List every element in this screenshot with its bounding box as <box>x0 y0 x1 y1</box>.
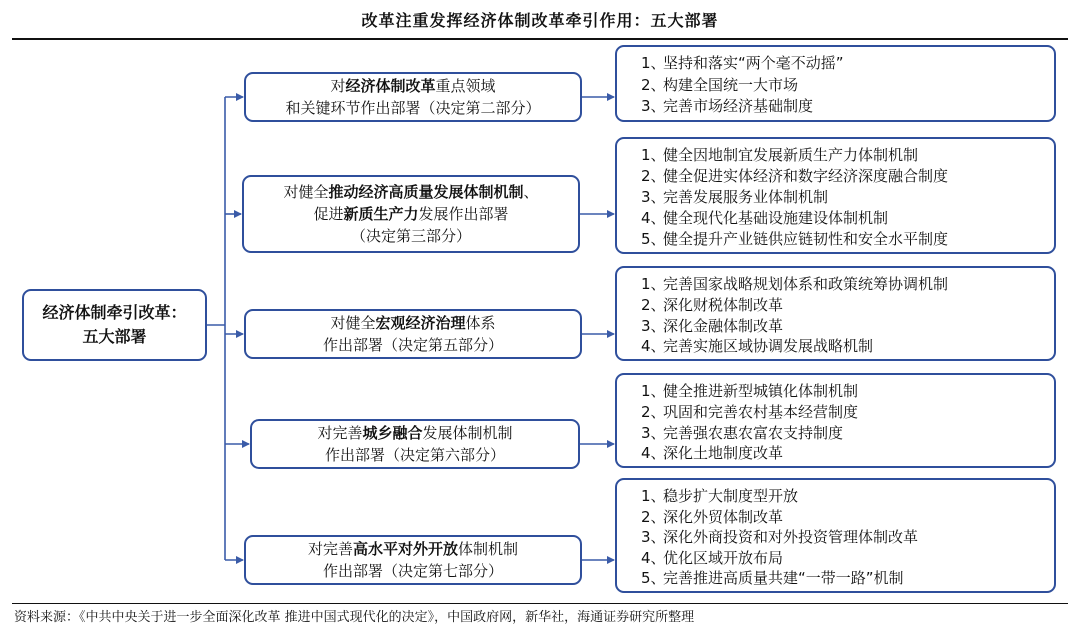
highlight-text: 城乡融合 <box>362 424 423 442</box>
list-text: 完善市场经济基础制度 <box>663 97 814 116</box>
list-number: 1、 <box>641 487 666 505</box>
list-item <box>617 507 1054 528</box>
section-4-line-2 <box>325 444 505 466</box>
section-2-line-1 <box>283 181 538 203</box>
list-number: 3、 <box>641 188 666 206</box>
list-number: 4、 <box>641 209 666 227</box>
section-box-1 <box>244 72 582 122</box>
section-box-2 <box>242 175 580 253</box>
list-item <box>617 316 1054 337</box>
list-text: 深化外贸体制改革 <box>663 507 784 526</box>
root-box <box>22 289 207 361</box>
plain-text: 对健全 <box>330 314 376 332</box>
list-item <box>617 486 1054 507</box>
section-list-2 <box>615 137 1056 254</box>
section-1-line-2 <box>285 97 540 119</box>
list-number: 4、 <box>641 548 666 567</box>
list-text: 优化区域开放布局 <box>663 548 784 567</box>
root-line-1: 经济体制牵引改革： <box>42 303 187 322</box>
list-number: 2、 <box>641 507 666 526</box>
section-3-line-1 <box>330 312 495 334</box>
highlight-text: 经济体制改革 <box>345 77 436 95</box>
list-number: 3、 <box>641 97 666 116</box>
list-number: 2、 <box>641 402 666 421</box>
plain-text: 作出部署（决定第七部分） <box>322 562 503 580</box>
list-text: 健全现代化基础设施建设体制机制 <box>663 209 889 227</box>
list-text: 深化外商投资和对外投资管理体制改革 <box>663 528 919 547</box>
list-item <box>617 75 1054 97</box>
source-footer: 资料来源：《中共中央关于进一步全面深化改革 推进中国式现代化的决定》，中国政府网，新华社，海通证券研究所整理 <box>14 610 695 625</box>
list-text: 完善发展服务业体制机制 <box>663 188 829 206</box>
list-text: 深化财税体制改革 <box>663 295 784 314</box>
list-text: 巩固和完善农村基本经营制度 <box>663 402 859 421</box>
list-number: 1、 <box>641 275 666 293</box>
plain-text: 发展作出部署 <box>418 205 509 223</box>
section-3-line-2 <box>323 334 503 356</box>
list-item <box>617 187 1054 208</box>
list-number: 2、 <box>641 167 666 185</box>
list-number: 2、 <box>641 75 666 94</box>
list-item <box>617 443 1054 464</box>
list-text: 完善推进高质量共建“一带一路”机制 <box>663 569 904 588</box>
plain-text: 对完善 <box>307 540 353 558</box>
section-2-line-2 <box>313 203 508 225</box>
section-box-4 <box>250 419 580 469</box>
list-text: 完善强农惠农富农支持制度 <box>663 423 844 442</box>
list-number: 3、 <box>641 316 666 335</box>
plain-text: 和关键环节作出部署（决定第二部分） <box>285 99 541 117</box>
root-line-2: 五大部署 <box>82 327 147 346</box>
plain-text: （决定第三部分） <box>350 227 471 245</box>
plain-text: 对健全 <box>283 183 329 201</box>
plain-text: 体系 <box>465 314 496 332</box>
list-number: 4、 <box>641 444 666 463</box>
list-item <box>617 336 1054 357</box>
highlight-text: 宏观经济治理 <box>375 314 466 332</box>
list-text: 健全推进新型城镇化体制机制 <box>663 382 859 400</box>
section-2-line-3 <box>351 225 471 247</box>
list-item <box>617 548 1054 569</box>
section-box-3 <box>244 309 582 359</box>
plain-text: 发展体制机制 <box>422 424 513 442</box>
plain-text: 作出部署（决定第五部分） <box>322 336 503 354</box>
section-5-line-1 <box>308 538 518 560</box>
list-item <box>617 145 1054 166</box>
list-text: 深化金融体制改革 <box>663 316 784 335</box>
section-box-5 <box>244 535 582 585</box>
plain-text: 、 <box>523 183 539 201</box>
list-item <box>617 96 1054 118</box>
list-number: 3、 <box>641 423 666 442</box>
list-item <box>617 381 1054 402</box>
highlight-text: 高水平对外开放 <box>352 540 458 558</box>
plain-text: 促进 <box>313 205 344 223</box>
list-text: 健全促进实体经济和数字经济深度融合制度 <box>663 167 949 185</box>
list-number: 1、 <box>641 146 666 164</box>
highlight-text: 新质生产力 <box>343 205 419 223</box>
list-number: 2、 <box>641 295 666 314</box>
list-text: 健全因地制宜发展新质生产力体制机制 <box>663 146 919 164</box>
section-1-line-1 <box>330 75 495 97</box>
bottom-divider <box>12 603 1068 604</box>
list-number: 1、 <box>641 382 666 400</box>
list-number: 3、 <box>641 528 666 547</box>
list-item <box>617 295 1054 316</box>
plain-text: 重点领域 <box>435 77 496 95</box>
list-text: 坚持和落实“两个毫不动摇” <box>663 54 844 72</box>
list-text: 健全提升产业链供应链韧性和安全水平制度 <box>663 230 949 248</box>
list-item <box>617 402 1054 423</box>
list-number: 5、 <box>641 230 666 248</box>
plain-text: 作出部署（决定第六部分） <box>324 446 505 464</box>
section-list-5 <box>615 478 1056 593</box>
list-text: 完善实施区域协调发展战略机制 <box>663 337 874 356</box>
list-number: 5、 <box>641 569 666 588</box>
plain-text: 体制机制 <box>458 540 519 558</box>
list-item <box>617 53 1054 75</box>
plain-text: 对完善 <box>317 424 363 442</box>
highlight-text: 推动经济高质量发展体制机制 <box>328 183 524 201</box>
list-item <box>617 208 1054 229</box>
section-list-1 <box>615 45 1056 122</box>
list-number: 1、 <box>641 54 666 72</box>
list-item <box>617 229 1054 250</box>
section-list-4 <box>615 373 1056 468</box>
page-title: 改革注重发挥经济体制改革牵引作用：五大部署 <box>361 11 719 30</box>
list-text: 稳步扩大制度型开放 <box>663 487 799 505</box>
list-text: 构建全国统一大市场 <box>663 75 799 94</box>
list-number: 4、 <box>641 337 666 356</box>
section-list-3 <box>615 266 1056 361</box>
list-item <box>617 423 1054 444</box>
list-text: 完善国家战略规划体系和政策统筹协调机制 <box>663 275 949 293</box>
list-item <box>617 568 1054 589</box>
list-item <box>617 527 1054 548</box>
section-4-line-1 <box>317 422 512 444</box>
list-item <box>617 274 1054 295</box>
list-text: 深化土地制度改革 <box>663 444 784 463</box>
plain-text: 对 <box>330 77 346 95</box>
list-item <box>617 166 1054 187</box>
section-5-line-2 <box>323 560 503 582</box>
